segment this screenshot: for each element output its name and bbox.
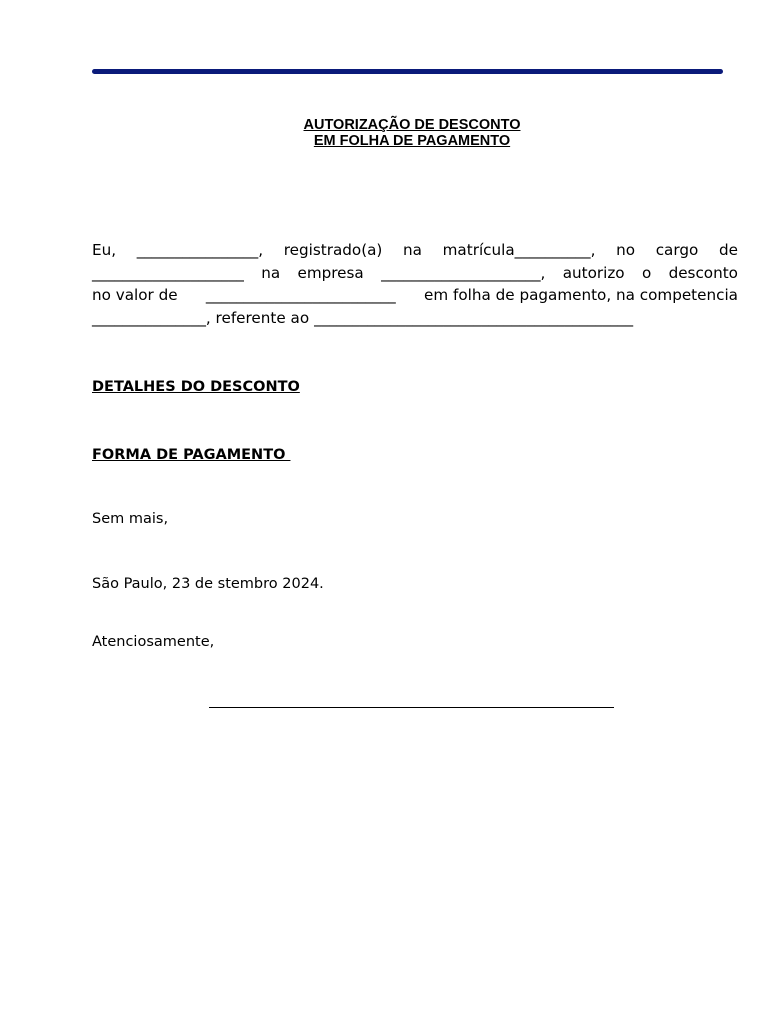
- title-line-1: AUTORIZAÇÃO DE DESCONTO: [303, 117, 521, 133]
- position-blank: ____________________: [92, 263, 244, 282]
- registration-blank: matrícula__________,: [442, 241, 596, 259]
- title-line-2: EM FOLHA DE PAGAMENTO: [313, 133, 511, 149]
- period-blank-referente: _______________, referente ao: [92, 308, 310, 327]
- text-na: na: [403, 241, 422, 259]
- signature-line: [209, 707, 614, 708]
- payment-heading: FORMA DE PAGAMENTO: [92, 447, 291, 463]
- reference-blank: __________________________________________: [314, 308, 634, 327]
- paragraph-line-4: [92, 307, 738, 330]
- paragraph-line-3: [92, 284, 738, 307]
- document-title: [92, 117, 732, 149]
- name-blank: ________________,: [136, 241, 264, 259]
- paragraph-line-1: [92, 239, 738, 262]
- text-cargo: cargo: [655, 241, 699, 259]
- details-heading: DETALHES DO DESCONTO: [92, 379, 300, 395]
- regards-text: Sem mais,: [92, 511, 169, 527]
- company-blank: _____________________,: [381, 263, 546, 282]
- text-no-valor-de: no valor de: [92, 286, 178, 304]
- text-autorizo: autorizo: [562, 263, 625, 282]
- text-registrado: registrado(a): [283, 241, 383, 259]
- text-de: de: [718, 241, 738, 259]
- text-no: no: [616, 241, 636, 259]
- text-empresa: empresa: [297, 263, 364, 282]
- text-eu: Eu,: [92, 241, 117, 259]
- authorization-paragraph: [92, 239, 738, 329]
- text-em-folha: em folha de pagamento, na competencia: [424, 286, 738, 304]
- sign-off-text: Atenciosamente,: [92, 634, 215, 650]
- place-date-text: São Paulo, 23 de stembro 2024.: [92, 576, 324, 592]
- text-na-2: na: [261, 263, 281, 282]
- paragraph-line-2: [92, 262, 738, 285]
- text-desconto: desconto: [668, 263, 738, 282]
- amount-blank: _________________________: [205, 286, 396, 304]
- header-divider: [92, 69, 723, 74]
- text-o: o: [641, 263, 652, 282]
